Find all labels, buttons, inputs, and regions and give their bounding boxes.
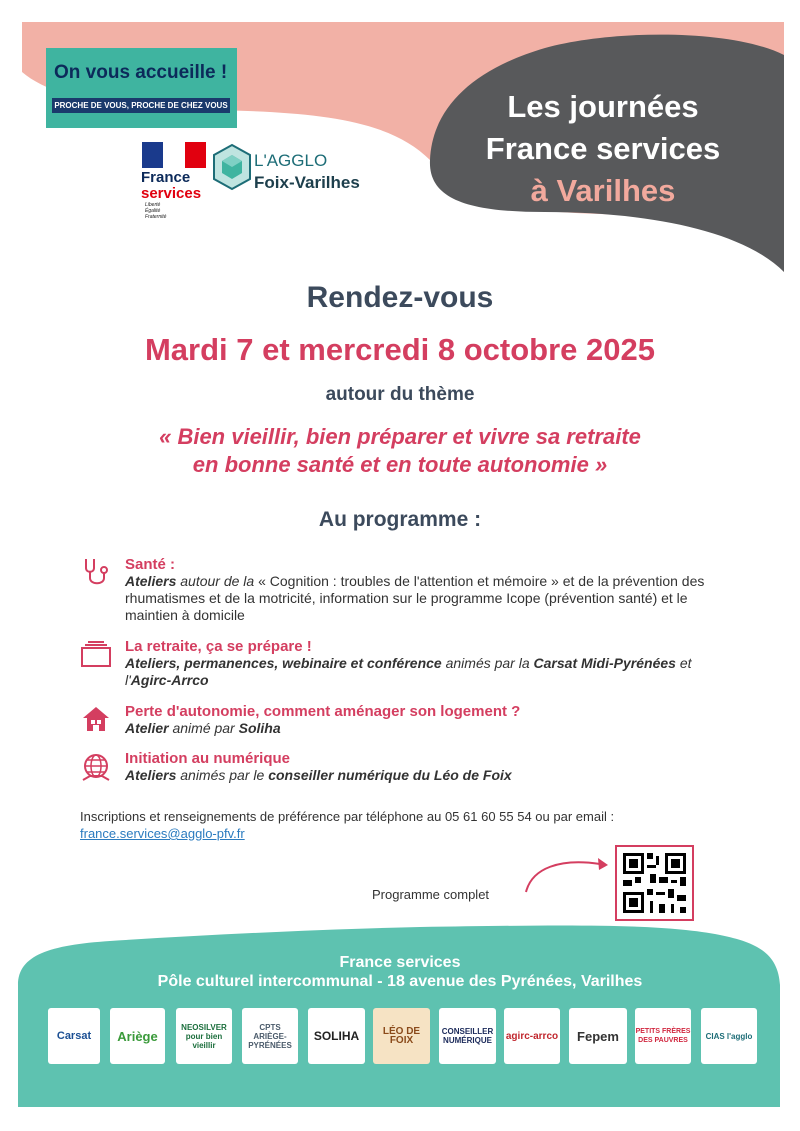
welcome-title: On vous accueille ! (54, 62, 228, 83)
welcome-tagline: PROCHE DE VOUS, PROCHE DE CHEZ VOUS (52, 98, 230, 113)
contact-email-link[interactable]: france.services@agglo-pfv.fr (80, 826, 245, 841)
partner-logo-conseiller-numerique: CONSEILLER NUMÉRIQUE (439, 1008, 496, 1064)
partner-logo-neosilver: NEOSILVER pour bien vieillir (176, 1008, 232, 1064)
theme-quote: « Bien vieillir, bien préparer et vivre sa retraite en bonne santé et en toute autonomie » (159, 424, 641, 477)
program-heading: Initiation au numérique (125, 750, 291, 767)
stethoscope-icon (80, 556, 112, 588)
agglo-logo (212, 143, 392, 201)
program-item-health (125, 556, 725, 624)
event-title-line1: Les journées (507, 89, 699, 124)
house-icon (81, 705, 111, 733)
rdv-heading: Rendez-vous (306, 281, 494, 314)
partner-logo-agirc-arrco: agirc-arrco (504, 1008, 560, 1064)
partner-logo-fepem: Fepem (569, 1008, 627, 1064)
event-dates: Mardi 7 et mercredi 8 octobre 2025 (144, 332, 655, 367)
republic-motto: Liberté Égalité Fraternité (145, 202, 167, 220)
theme-intro: autour du thème (325, 384, 475, 405)
program-description: Ateliers autour de la « Cognition : troubles de l'attention et mémoire » et de la prévention des rhumatismes et de la motricité, information sur le programme Icope (prévention santé) et le maintien à domicile (125, 573, 705, 623)
program-description: Ateliers, permanences, webinaire et conférence animés par la Carsat Midi-Pyrénées et l'Agirc-Arrco (125, 655, 692, 688)
program-heading: Perte d'autonomie, comment aménager son logement ? (125, 703, 521, 720)
partner-logo-soliha: SOLIHA (308, 1008, 365, 1064)
contact-text: Inscriptions et renseignements de préférence par téléphone au 05 61 60 55 54 ou par email : (80, 809, 615, 824)
agglo-name: Foix-Varilhes (254, 173, 360, 192)
globe-hand-icon (80, 752, 112, 784)
partner-logo-cpts: CPTS ARIÈGE-PYRÉNÉES (242, 1008, 298, 1064)
qr-label: Programme complet (372, 887, 490, 902)
event-title-line3: à Varilhes (530, 173, 676, 208)
partner-logo-ariege: Ariège (110, 1008, 165, 1064)
qr-code-icon (617, 847, 692, 919)
partner-logo-carsat: Carsat (48, 1008, 100, 1064)
footer-title: France services (339, 954, 461, 971)
folders-icon (80, 640, 112, 668)
program-description: Ateliers animés par le conseiller numérique du Léo de Foix (125, 767, 512, 783)
welcome-badge (46, 48, 237, 128)
marianne-flag-icon (142, 142, 206, 168)
program-description: Atelier animé par Soliha (125, 720, 281, 736)
france-services-logo (139, 142, 214, 224)
program-item-retirement (125, 638, 725, 689)
program-heading: La retraite, ça se prépare ! (125, 638, 312, 655)
program-item-housing (125, 703, 725, 737)
program-item-digital (125, 750, 725, 784)
curved-arrow-icon (520, 852, 612, 896)
agglo-cube-icon (212, 143, 252, 193)
contact-info (80, 808, 740, 842)
partner-logo-cias: CIAS l'agglo (701, 1008, 757, 1064)
france-services-name: France services (141, 169, 202, 202)
partner-logo-petits-freres: PETITS FRÈRES DES PAUVRES (635, 1008, 691, 1064)
qr-code-frame[interactable] (615, 845, 694, 921)
agglo-label: L'AGGLO (254, 151, 328, 170)
program-heading: Santé : (125, 556, 176, 573)
program-title: Au programme : (318, 508, 482, 531)
event-title-line2: France services (485, 131, 721, 166)
event-title (448, 86, 758, 212)
partner-logo-leo-de-foix: LÉO DE FOIX (373, 1008, 430, 1064)
footer-address: Pôle culturel intercommunal - 18 avenue des Pyrénées, Varilhes (157, 973, 643, 990)
